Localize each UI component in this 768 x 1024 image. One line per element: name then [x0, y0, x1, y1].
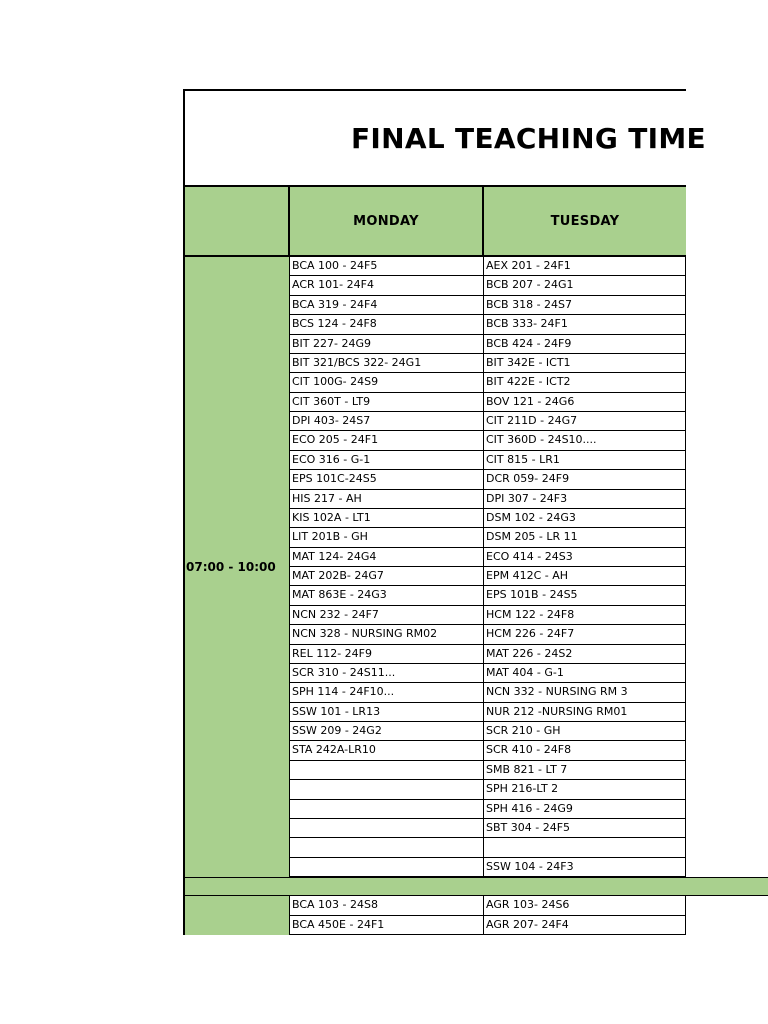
course-cell[interactable]: SCR 210 - GH	[484, 722, 686, 741]
course-cell[interactable]: AGR 207- 24F4	[484, 916, 686, 936]
course-cell[interactable]: SPH 416 - 24G9	[484, 800, 686, 819]
course-cell[interactable]: BCB 424 - 24F9	[484, 335, 686, 354]
course-cell[interactable]: SSW 104 - 24F3	[484, 858, 686, 877]
course-cell[interactable]: MAT 226 - 24S2	[484, 645, 686, 664]
day-header-row	[183, 185, 686, 257]
course-cell[interactable]: NCN 328 - NURSING RM02	[290, 625, 484, 644]
course-cell[interactable]: BCB 333- 24F1	[484, 315, 686, 334]
course-cell[interactable]: MAT 124- 24G4	[290, 548, 484, 567]
course-cell[interactable]: ACR 101- 24F4	[290, 276, 484, 295]
course-cell[interactable]: BCS 124 - 24F8	[290, 315, 484, 334]
course-cell[interactable]: EPM 412C - AH	[484, 567, 686, 586]
course-cell[interactable]: BIT 321/BCS 322- 24G1	[290, 354, 484, 373]
course-cell[interactable]: BIT 227- 24G9	[290, 335, 484, 354]
course-cell[interactable]: HIS 217 - AH	[290, 490, 484, 509]
course-cell[interactable]: SCR 310 - 24S11...	[290, 664, 484, 683]
course-cell[interactable]: CIT 211D - 24G7	[484, 412, 686, 431]
course-cell[interactable]: SCR 410 - 24F8	[484, 741, 686, 760]
course-cell[interactable]: REL 112- 24F9	[290, 645, 484, 664]
course-cell[interactable]: KIS 102A - LT1	[290, 509, 484, 528]
course-cell[interactable]	[290, 780, 484, 799]
time-slot-cell	[183, 257, 290, 877]
course-cell[interactable]: ECO 414 - 24S3	[484, 548, 686, 567]
course-cell[interactable]	[290, 838, 484, 857]
course-cell[interactable]: EPS 101C-24S5	[290, 470, 484, 489]
course-cell[interactable]: SPH 114 - 24F10...	[290, 683, 484, 702]
course-cell[interactable]: CIT 815 - LR1	[484, 451, 686, 470]
course-cell[interactable]: SSW 209 - 24G2	[290, 722, 484, 741]
course-cell[interactable]: BCB 318 - 24S7	[484, 296, 686, 315]
break-row	[183, 877, 768, 896]
course-cell[interactable]: BOV 121 - 24G6	[484, 393, 686, 412]
header-tuesday: TUESDAY	[550, 213, 620, 229]
course-cell[interactable]: BCA 450E - 24F1	[290, 916, 484, 936]
course-cell[interactable]: NCN 232 - 24F7	[290, 606, 484, 625]
course-cell[interactable]: MAT 404 - G-1	[484, 664, 686, 683]
course-cell[interactable]: LIT 201B - GH	[290, 528, 484, 547]
course-cell[interactable]: NUR 212 -NURSING RM01	[484, 703, 686, 722]
course-cell[interactable]: NCN 332 - NURSING RM 3	[484, 683, 686, 702]
course-cell[interactable]: SBT 304 - 24F5	[484, 819, 686, 838]
course-cell[interactable]: HCM 122 - 24F8	[484, 606, 686, 625]
course-cell[interactable]: SSW 101 - LR13	[290, 703, 484, 722]
course-cell[interactable]: AGR 103- 24S6	[484, 896, 686, 916]
course-cell[interactable]: HCM 226 - 24F7	[484, 625, 686, 644]
course-cell[interactable]: BIT 342E - ICT1	[484, 354, 686, 373]
page-title: FINAL TEACHING TIME	[351, 122, 706, 155]
course-cell[interactable]: BCA 103 - 24S8	[290, 896, 484, 916]
course-cell[interactable]: MAT 202B- 24G7	[290, 567, 484, 586]
sheet-left-border	[183, 89, 185, 935]
course-cell[interactable]: BIT 422E - ICT2	[484, 373, 686, 392]
course-cell[interactable]: BCA 319 - 24F4	[290, 296, 484, 315]
time-slot-label: 07:00 - 10:00	[186, 560, 276, 574]
course-cell[interactable]: DPI 403- 24S7	[290, 412, 484, 431]
course-cell[interactable]	[290, 800, 484, 819]
course-cell[interactable]: EPS 101B - 24S5	[484, 586, 686, 605]
timetable-sheet	[183, 89, 768, 935]
title-area	[183, 91, 768, 185]
course-cell[interactable]: CIT 360T - LT9	[290, 393, 484, 412]
course-cell[interactable]: STA 242A-LR10	[290, 741, 484, 760]
course-cell[interactable]: CIT 100G- 24S9	[290, 373, 484, 392]
course-cell[interactable]: MAT 863E - 24G3	[290, 586, 484, 605]
course-cell[interactable]	[290, 819, 484, 838]
course-cell[interactable]: DCR 059- 24F9	[484, 470, 686, 489]
header-corner-cell	[183, 187, 290, 255]
course-cell[interactable]	[290, 761, 484, 780]
time-slot-cell-2	[183, 896, 290, 935]
course-cell[interactable]: ECO 316 - G-1	[290, 451, 484, 470]
course-cell[interactable]: ECO 205 - 24F1	[290, 431, 484, 450]
course-cell[interactable]: SPH 216-LT 2	[484, 780, 686, 799]
course-cell[interactable]	[484, 838, 686, 857]
course-cell[interactable]: DPI 307 - 24F3	[484, 490, 686, 509]
header-monday: MONDAY	[290, 187, 484, 255]
course-cell[interactable]	[290, 858, 484, 877]
course-cell[interactable]: CIT 360D - 24S10....	[484, 431, 686, 450]
course-cell[interactable]: BCA 100 - 24F5	[290, 257, 484, 276]
course-cell[interactable]: DSM 205 - LR 11	[484, 528, 686, 547]
course-cell[interactable]: AEX 201 - 24F1	[484, 257, 686, 276]
course-cell[interactable]: DSM 102 - 24G3	[484, 509, 686, 528]
course-cell[interactable]: SMB 821 - LT 7	[484, 761, 686, 780]
course-cell[interactable]: BCB 207 - 24G1	[484, 276, 686, 295]
